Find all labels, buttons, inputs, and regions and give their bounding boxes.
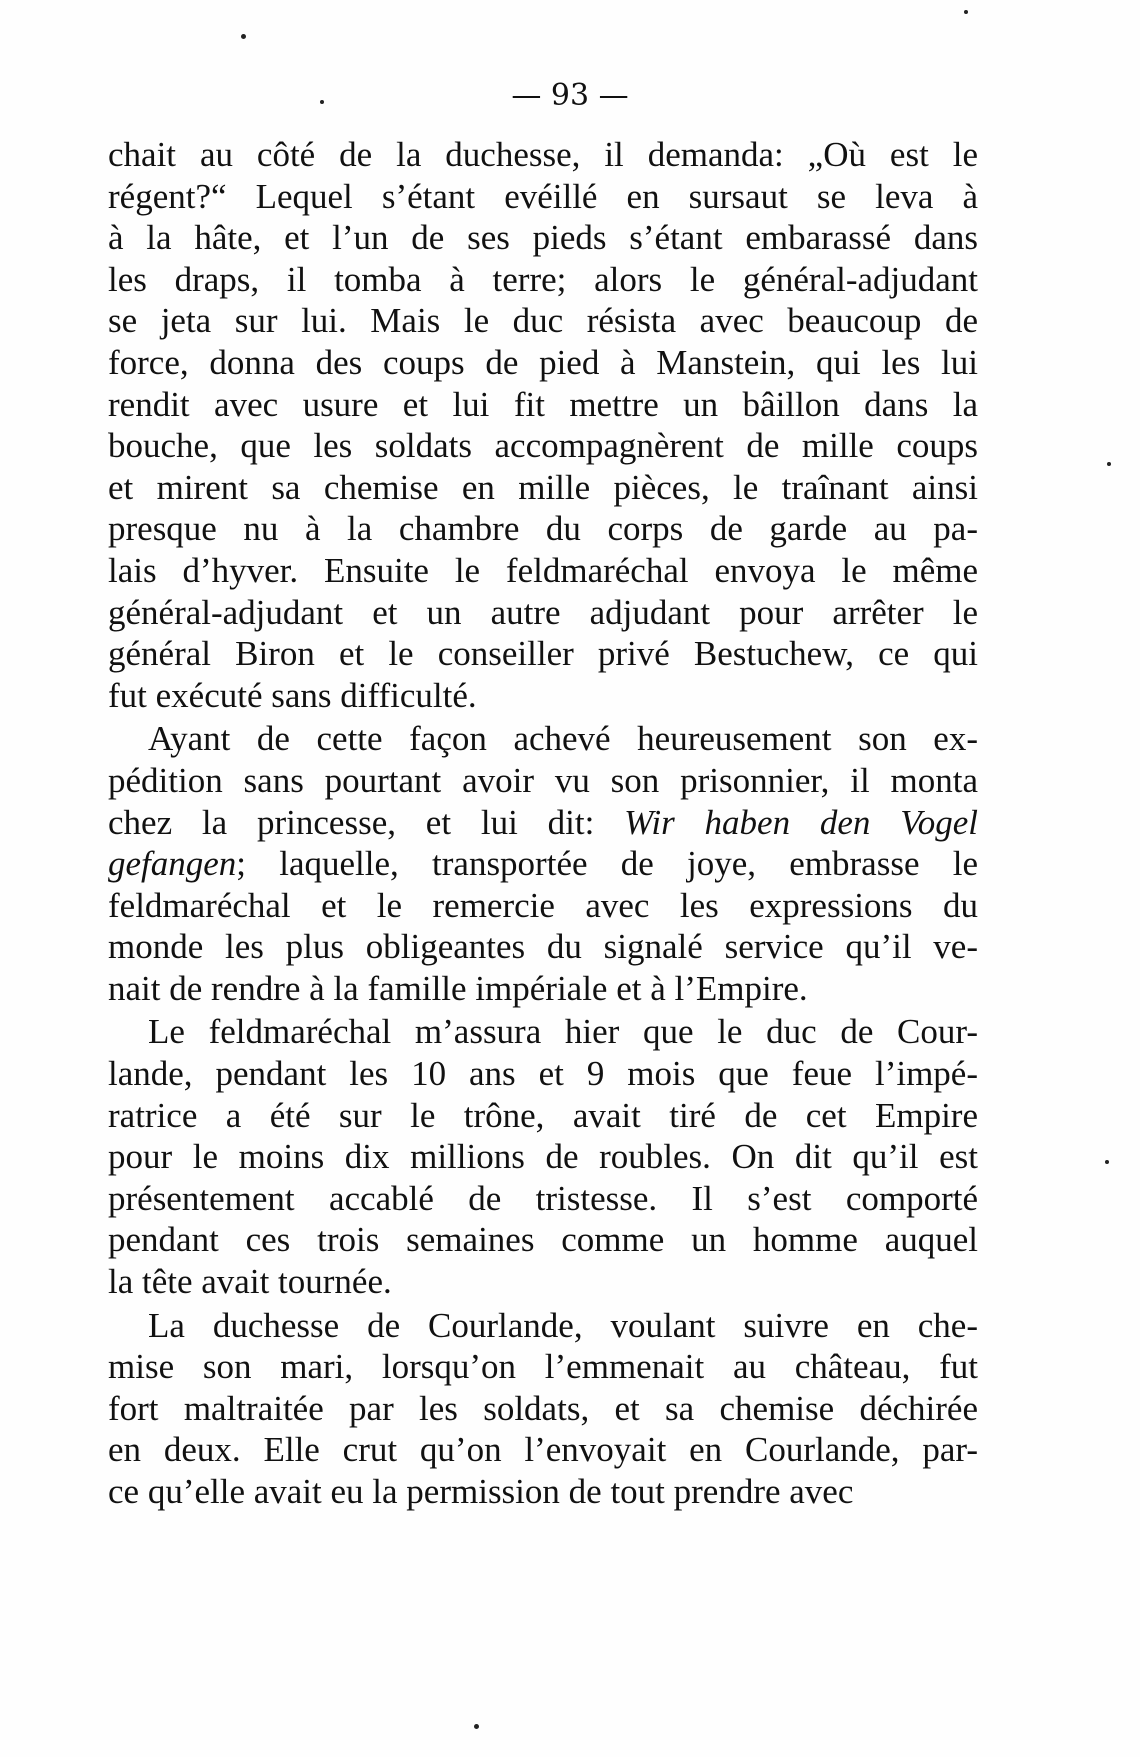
text-line (108, 1178, 978, 1220)
text-fragment: présentement accablé de tristesse. Il s’est comporté (108, 1178, 978, 1218)
text-fragment: pédition sans pourtant avoir vu son prisonnier, il monta (108, 760, 978, 800)
text-fragment: Le feldmaréchal m’assura hier que le duc de Cour- (148, 1012, 978, 1052)
text-fragment: chait au côté de la duchesse, il demanda: „Où est le (108, 135, 978, 174)
text-fragment: se jeta sur lui. Mais le duc résista avec beaucoup de (108, 301, 978, 341)
text-fragment: bouche, que les soldats accompagnèrent de mille coups (108, 426, 978, 466)
text-fragment: fut exécuté sans difficulté. (108, 675, 477, 715)
text-fragment: mise son mari, lorsqu’on l’emmenait au château, fut (108, 1347, 978, 1387)
text-line (108, 1095, 978, 1137)
text-fragment: Ayant de cette façon achevé heureusement son ex- (148, 719, 978, 759)
text-line (108, 1346, 978, 1388)
text-line (108, 467, 978, 509)
text-fragment: monde les plus obligeantes du signalé service qu’il ve- (108, 927, 978, 967)
text-fragment: chez la princesse, et lui dit: (108, 802, 625, 842)
text-fragment: la tête avait tournée. (108, 1262, 392, 1302)
text-line (108, 134, 978, 176)
text-line (108, 718, 978, 760)
text-line (108, 217, 978, 259)
text-fragment: feldmaréchal et le remercie avec les expressions du (108, 885, 978, 925)
text-line (108, 1053, 978, 1095)
text-line (108, 508, 978, 550)
text-fragment: lande, pendant les 10 ans et 9 mois que feue l’impé- (108, 1054, 978, 1094)
page-number: — 93 — (511, 78, 629, 113)
italic-phrase: Wir haben den Vogel (624, 802, 978, 842)
text-line (108, 885, 978, 927)
text-fragment: régent?“ Lequel s’étant evéillé en sursaut se leva à (108, 176, 978, 216)
text-line (108, 259, 978, 301)
scan-speck (1105, 1160, 1109, 1164)
text-line (108, 300, 978, 342)
text-line (108, 1388, 978, 1430)
text-fragment: ce qu’elle avait eu la permission de tout prendre avec (108, 1472, 854, 1511)
text-fragment: nait de rendre à la famille impériale et à l’Empire. (108, 968, 808, 1008)
scan-speck (1107, 462, 1111, 466)
scan-speck (241, 34, 246, 39)
text-fragment: ratrice a été sur le trône, avait tiré de cet Empire (108, 1095, 978, 1135)
text-fragment: pendant ces trois semaines comme un homme auquel (108, 1220, 978, 1260)
text-line (108, 926, 978, 968)
text-line (108, 1305, 978, 1347)
text-line (108, 1136, 978, 1178)
text-fragment: général-adjudant et un autre adjudant pour arrêter le (108, 592, 978, 632)
italic-phrase: gefangen (108, 844, 237, 884)
text-line (108, 802, 978, 844)
text-line (108, 1011, 978, 1053)
text-line (108, 592, 978, 634)
text-fragment: général Biron et le conseiller privé Bestuchew, ce qui (108, 634, 978, 674)
text-line (108, 425, 978, 467)
text-fragment: en deux. Elle crut qu’on l’envoyait en Courlande, par- (108, 1430, 978, 1470)
text-line (108, 1219, 978, 1261)
text-fragment: La duchesse de Courlande, voulant suivre en che- (148, 1305, 978, 1345)
scan-speck (320, 100, 324, 104)
text-line (108, 342, 978, 384)
text-fragment: ; laquelle, transportée de joye, embrasse le (236, 844, 978, 884)
text-line (108, 760, 978, 802)
text-line (108, 176, 978, 218)
text-fragment: rendit avec usure et lui fit mettre un bâillon dans la (108, 384, 978, 424)
text-fragment: à la hâte, et l’un de ses pieds s’étant embarassé dans (108, 218, 978, 258)
text-line (108, 675, 978, 717)
text-line (108, 550, 978, 592)
text-fragment: fort maltraitée par les soldats, et sa chemise déchirée (108, 1388, 978, 1428)
scan-speck (474, 1724, 479, 1729)
text-line (108, 968, 978, 1010)
scan-speck (964, 10, 968, 14)
text-line (108, 384, 978, 426)
text-fragment: pour le moins dix millions de roubles. On dit qu’il est (108, 1137, 978, 1177)
text-fragment: et mirent sa chemise en mille pièces, le traînant ainsi (108, 467, 978, 507)
text-line (108, 1429, 978, 1471)
text-fragment: les draps, il tomba à terre; alors le général-adjudant (108, 259, 978, 299)
text-fragment: lais d’hyver. Ensuite le feldmaréchal envoya le même (108, 550, 978, 590)
body-text (108, 134, 978, 1513)
text-line (108, 633, 978, 675)
text-line (108, 843, 978, 885)
text-line (108, 1471, 978, 1513)
text-fragment: force, donna des coups de pied à Manstein, qui les lui (108, 342, 978, 382)
text-line (108, 1261, 978, 1303)
text-fragment: presque nu à la chambre du corps de garde au pa- (108, 509, 978, 549)
